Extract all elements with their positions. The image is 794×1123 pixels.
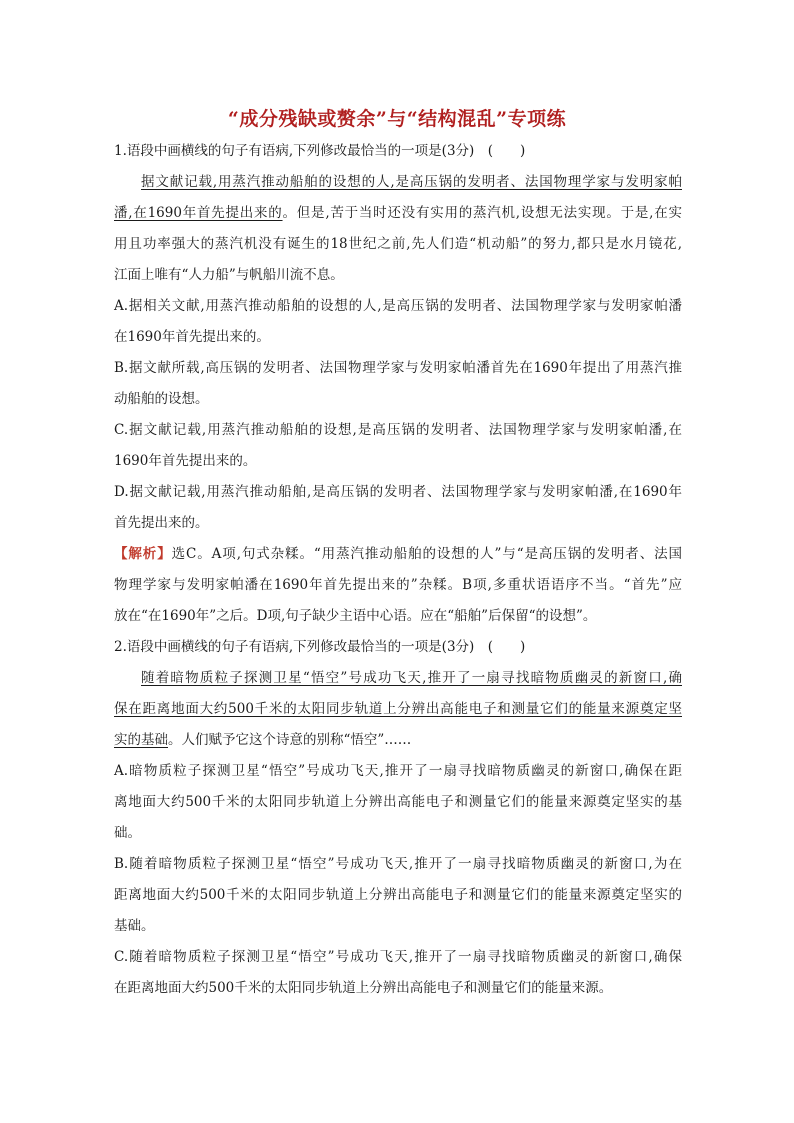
option-line: 础。 — [114, 825, 141, 841]
underlined-sentence: 随着暗物质粒子探测卫星“悟空”号成功飞天,推开了一扇寻找暗物质幽灵的新窗口,确 — [141, 670, 682, 686]
option-line: 距离地面大约500千米的太阳同步轨道上分辨出高能电子和测量它们的能量来源奠定坚实的 — [114, 887, 682, 903]
option-line: 首先提出来的。 — [114, 515, 209, 531]
option-b — [114, 353, 682, 415]
option-line: B.随着暗物质粒子探测卫星“悟空”号成功飞天,推开了一扇寻找暗物质幽灵的新窗口,为在 — [114, 856, 682, 872]
analysis-line — [114, 539, 682, 570]
option-line: C.据文献记载,用蒸汽推动船舶的设想,是高压锅的发明者、法国物理学家与发明家帕潘,在 — [114, 422, 682, 438]
underlined-sentence: 保在距离地面大约500千米的太阳同步轨道上分辨出高能电子和测量它们的能量来源奠定坚 — [114, 701, 682, 717]
underlined-sentence: 潘,在1690年首先提出来的 — [114, 205, 283, 221]
document-body — [114, 136, 682, 1004]
option-a — [114, 756, 682, 849]
passage-line — [114, 663, 682, 694]
option-b — [114, 849, 682, 942]
question-1-passage — [114, 167, 682, 291]
passage-line: 江面上唯有“人力船”与帆船川流不息。 — [114, 267, 344, 283]
option-line: 在距离地面大约500千米的太阳同步轨道上分辨出高能电子和测量它们的能量来源。 — [114, 980, 613, 996]
option-line: 动船舶的设想。 — [114, 391, 209, 407]
analysis — [114, 539, 682, 632]
option-c — [114, 415, 682, 477]
option-c — [114, 942, 682, 1004]
question-2-stem: 2.语段中画横线的句子有语病,下列修改最恰当的一项是(3分) ( ) — [114, 639, 526, 655]
underlined-sentence: 实的基础 — [114, 732, 168, 748]
analysis-line: 物理学家与发明家帕潘在1690年首先提出来的”杂糅。B项,多重状语语序不当。“首先”应 — [114, 577, 682, 593]
analysis-tag: 【解析】 — [114, 546, 172, 562]
passage-line — [114, 167, 682, 198]
analysis-line: 放在“在1690年”之后。D项,句子缺少主语中心语。应在“船舶”后保留“的设想”。 — [114, 608, 597, 624]
question-1-stem: 1.语段中画横线的句子有语病,下列修改最恰当的一项是(3分) ( ) — [114, 143, 526, 159]
page-title: “成分残缺或赘余”与“结构混乱”专项练 — [227, 108, 567, 130]
option-line: 在1690年首先提出来的。 — [114, 329, 270, 345]
analysis-text: 选C。A项,句式杂糅。“用蒸汽推动船舶的设想的人”与“是高压锅的发明者、法国 — [171, 546, 683, 562]
underlined-sentence: 据文献记载,用蒸汽推动船舶的设想的人,是高压锅的发明者、法国物理学家与发明家帕 — [141, 174, 682, 190]
option-line: A.暗物质粒子探测卫星“悟空”号成功飞天,推开了一扇寻找暗物质幽灵的新窗口,确保在距 — [114, 763, 682, 779]
question-2-passage — [114, 663, 682, 756]
passage-text: 。但是,苦于当时还没有实用的蒸汽机,设想无法实现。于是,在实 — [282, 205, 682, 221]
passage-line — [114, 198, 682, 229]
option-line: 离地面大约500千米的太阳同步轨道上分辨出高能电子和测量它们的能量来源奠定坚实的基 — [114, 794, 682, 810]
option-line: C.随着暗物质粒子探测卫星“悟空”号成功飞天,推开了一扇寻找暗物质幽灵的新窗口,确保 — [114, 949, 682, 965]
option-line: D.据文献记载,用蒸汽推动船舶,是高压锅的发明者、法国物理学家与发明家帕潘,在1690年 — [114, 484, 682, 500]
passage-line: 用且功率强大的蒸汽机没有诞生的18世纪之前,先人们造“机动船”的努力,都只是水月镜花, — [114, 236, 682, 252]
option-a — [114, 291, 682, 353]
passage-text: 。人们赋予它这个诗意的别称“悟空”…… — [168, 732, 412, 748]
option-line: A.据相关文献,用蒸汽推动船舶的设想的人,是高压锅的发明者、法国物理学家与发明家帕潘 — [114, 298, 682, 314]
option-line: 1690年首先提出来的。 — [114, 453, 257, 469]
passage-line — [114, 694, 682, 725]
option-line: B.据文献所载,高压锅的发明者、法国物理学家与发明家帕潘首先在1690年提出了用蒸汽推 — [114, 360, 682, 376]
passage-line — [114, 725, 682, 756]
option-line: 基础。 — [114, 918, 155, 934]
option-d — [114, 477, 682, 539]
